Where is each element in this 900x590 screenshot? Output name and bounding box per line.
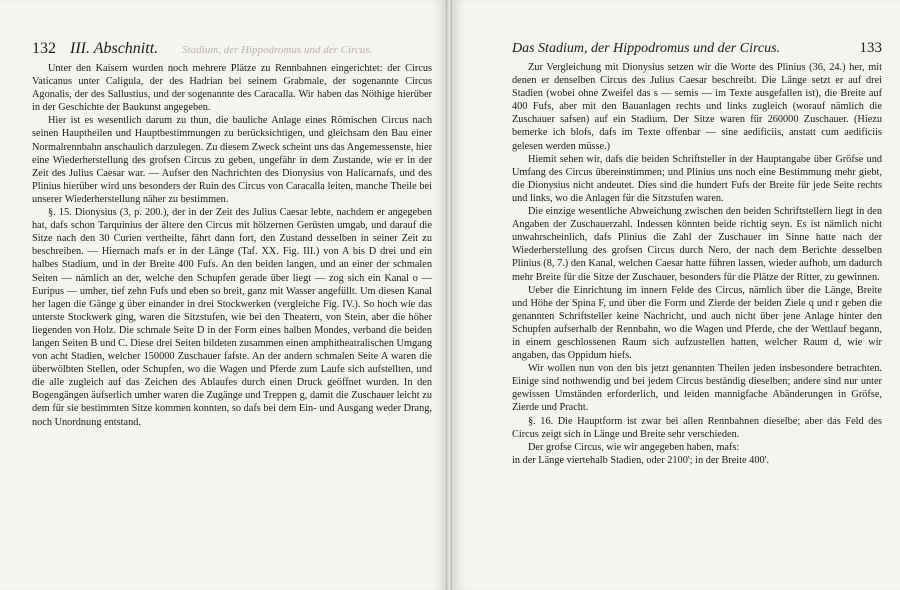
paragraph: Zur Vergleichung mit Dionysius setzen wir die Worte des Plinius (36, 24.) her, mit denen er denselben Circus des Julius Caesar beschreibt. Die Länge setzt er auf drei Stadien (wobei ohne Zweifel das s — semis — im Texte ausgefallen ist), die Breite auf 400 Fufs, aber mit den Bauanlagen rechts und links zugleich (worauf nämlich die Zuschauer safsen) auf ein Stadium. Der Sitze waren für 260000 Zuschauer. (Hiezu bemerke ich blofs, dafs im Texte offenbar — sine aedificiis, anstatt cum aedificiis gelesen werden müsse.) (512, 62, 882, 152)
paragraph: in der Länge viertehalb Stadien, oder 2100'; in der Breite 400'. (512, 454, 770, 466)
page-number: 132 (32, 40, 56, 57)
paragraph: §. 15. Dionysius (3, p. 200.), der in der Zeit des Julius Caesar lebte, nachdem er angegeben hat, dafs schon Tarquinius der ältere den Circus mit hölzernen Gerüsten umgab, und darauf die Sitze nach den 30 Curien vertheilte, fährt dann fort, den Zustand desselben in seiner Zeit zu beschreiben. — Hiernach mafs er in der Länge (Taf. XX. Fig. III.) von A bis D drei und ein halbes Stadium, und in der Breite 400 Fufs. An den beiden langen, und an einer der schmalen Seiten — nämlich an der, welche den Schupfen gerade über liegt — zog sich ein Kanal o — Euripus — umher, tief zehn Fufs und eben so breit, ganz mit Wasser angefüllt. Um diesen Kanal her lagen die Gänge g über einander in drei Stockwerken (vergleiche Fig. IV.). So hoch wie das unterste Stockwerk ging, waren die Sitzstufen, wie bei den Theatern, von Stein, aber die höher liegenden von Holz. Die schmale Seite D in der Form eines halben Mondes, verband die beiden langen Seiten B und C. Diese drei Seiten bildeten zusammen einen amphitheatralischen Umgang von acht Stadien, welcher 150000 Zuschauer fafste. An der andern schmalen Seite A waren die überwölbten Stellen, oder Schupfen, wo die Wagen und Pferde zum Laufe sich aufstellten, und die alle zugleich auf das Zeichen des Ablaufes durch einen Druck geöffnet wurden. In den Bogengängen äufserlich umher waren die Zugänge und Treppen g, damit die Zuschauer leicht zu dem für sie bestimmten Sitze kommen konnten, so dafs bei dem Ein- und Ausgang weder Drang, noch Unordnung entstand. (32, 207, 432, 428)
paragraph: §. 16. Die Hauptform ist zwar bei allen Rennbahnen dieselbe; aber das Feld des Circus zeigt sich in Länge und Breite sehr verschieden. (512, 415, 882, 440)
left-page-header (32, 40, 432, 58)
bleed-through-text: Stadium, der Hippodromus und der Circus. (182, 44, 373, 56)
right-page-header (512, 40, 882, 57)
paragraph: Wir wollen nun von den bis jetzt genannten Theilen jeden insbesondere betrachten. Einige sind nothwendig und bei jedem Circus beständig dieselben; andere sind nur unter gewissen Umständen erforderlich, und leiden mannigfache Abänderungen in Gröfse, Zierde und Pracht. (512, 363, 882, 414)
running-title: III. Abschnitt. (70, 40, 159, 57)
paragraph: Hier ist es wesentlich darum zu thun, die bauliche Anlage eines Römischen Circus nach seinen Hauptheilen und Hauptbestimmungen zu berücksichtigen, und gleichsam den Bau einer Normalrennbahn anschaulich darzulegen. Zu diesem Zweck scheint uns das Angemessenste, hier eine Wiederherstellung des grofsen Circus zu geben, ungefähr in dem Zustande, wie er in der Zeit des Julius Caesar war. — Aufser den Nachrichten des Dionysius von Halicarnafs, und des Plinius hierüber wird uns besonders der Ruin des Circus von Caracalla leiten, manche Theile bei unserer Wiederherstellung näher zu bestimmen. (32, 115, 432, 205)
paragraph: Unter den Kaisern wurden noch mehrere Plätze zu Rennbahnen eingerichtet: der Circus Vaticanus unter Caligula, der des Hadrian bei seinem Grabmale, der sogenannte Circus Agonalis, der des Sallustius, und der sogenannte des Caracalla. Wir haben das Nöthige hierüber in der Geschichte der Baukunst angegeben. (32, 63, 432, 114)
paragraph: Der grofse Circus, wie wir angegeben haben, mafs: (528, 441, 740, 453)
right-page (452, 0, 900, 590)
paragraph: Hiemit sehen wir, dafs die beiden Schriftsteller in der Hauptangabe über Gröfse und Umfang des Circus übereinstimmen; und Plinius uns noch eine Bestimmung mehr giebt, die Dionysius nicht andeutet. Dies sind die hundert Fufs der Breite für jede Seite rechts und links, wo die Anlagen für die Sitzstufen waren. (512, 153, 882, 204)
right-page-body (512, 61, 882, 467)
left-page-body (32, 62, 432, 429)
page-number: 133 (859, 40, 882, 56)
running-title: Das Stadium, der Hippodromus und der Circus. (512, 41, 781, 56)
paragraph: Ueber die Einrichtung im innern Felde des Circus, nämlich über die Länge, Breite und Höhe der Spina F, und über die Form und Zierde der beiden Ziele q und r geben die genannten Schriftsteller keine Nachricht, und auch nicht über jene Anlage hinter den Schupfen aufserhalb der Rennbahn, wo die Wagen und Pferde, che der Wettlauf begann, in einem geschlossenen Raum sich aufzustellen hatten, welcher Raum d, wie wir angaben, das Oppidum hiefs. (512, 284, 882, 362)
left-page (0, 0, 446, 590)
paragraph: Die einzige wesentliche Abweichung zwischen den beiden Schriftstellern liegt in den Angaben der Zuschauerzahl. Indessen könnten beide richtig seyn. Es ist nämlich nicht unwahrscheinlich, dafs Plinius die Zahl der Zuschauer im Sinne hatte nach der Wiederherstellung des grofsen Circus durch Nero, der nach dem Berichte desselben Plinius (8, 7.) den Kanal, welchen Caesar hatte führen lassen, wieder aufhob, um dadurch mehr Breite für die Sitze der Zuschauer, besonders für die Plätze der Ritter, zu gewinnen. (512, 206, 882, 283)
